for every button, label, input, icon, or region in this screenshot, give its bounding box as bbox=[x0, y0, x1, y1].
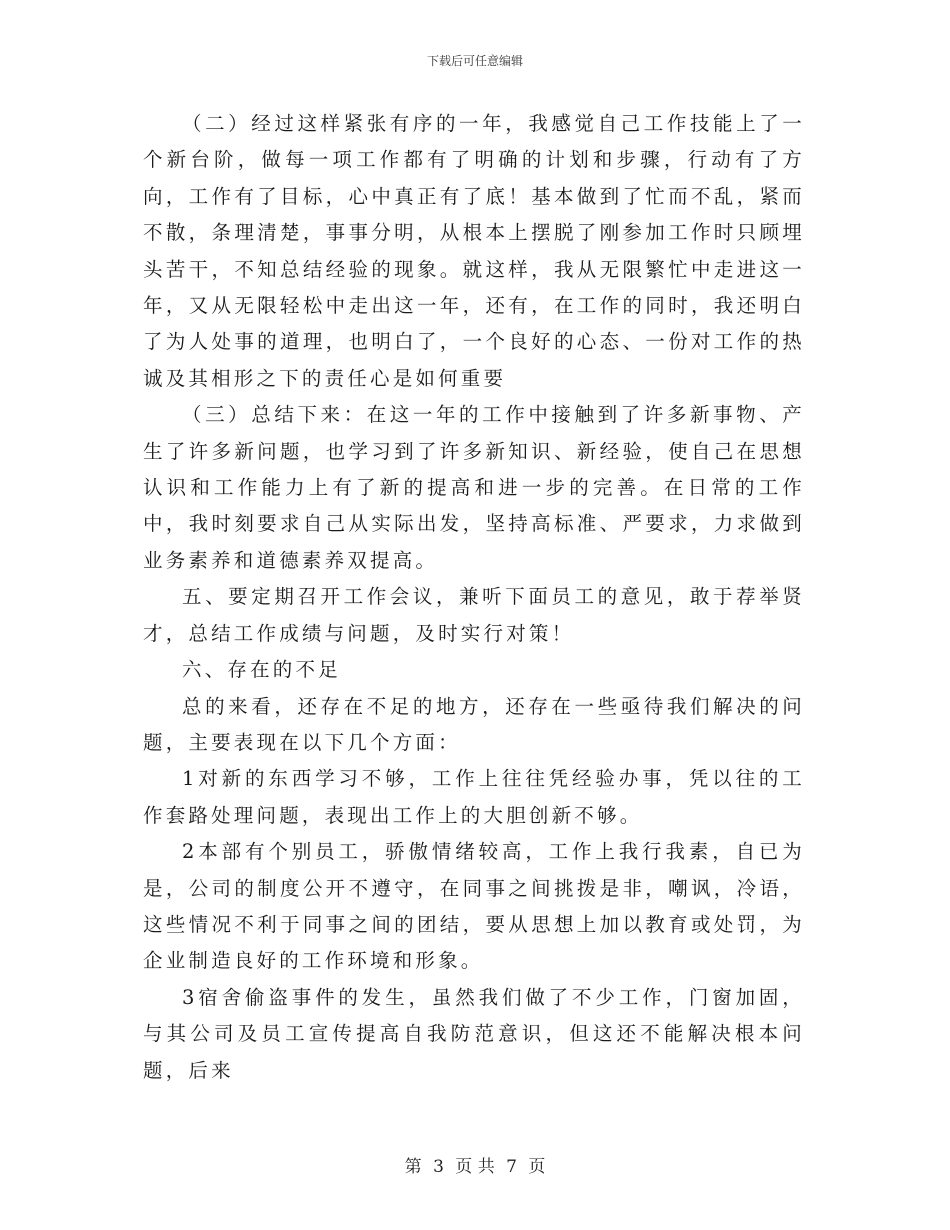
paragraph-section-3: （三）总结下来：在这一年的工作中接触到了许多新事物、产生了许多新问题，也学习到了许多新知识、新经验，使自己在思想认识和工作能力上有了新的提高和进一步的完善。在日常的工作中，我时刻要求自己从实际出发，坚持高标准、严要求，力求做到业务素养和道德素养双提高。 bbox=[143, 403, 805, 572]
paragraph-point-2: 2本部有个别员工，骄傲情绪较高，工作上我行我素，自已为是，公司的制度公开不遵守，在同事之间挑拨是非，嘲讽，冷语，这些情况不利于同事之间的团结，要从思想上加以教育或处罚，为企业制造良好的工作环境和形象。 bbox=[143, 840, 805, 973]
footer-current-page: 3 bbox=[433, 1157, 444, 1177]
paragraph-point-3: 3宿舍偷盗事件的发生，虽然我们做了不少工作，门窗加固，与其公司及员工宣传提高自我防范意识，但这还不能解决根本问题，后来 bbox=[143, 985, 805, 1082]
section-heading-shortcomings: 六、存在的不足 bbox=[182, 658, 341, 682]
page-number-footer bbox=[0, 1152, 950, 1177]
paragraph-point-1: 1对新的东西学习不够，工作上往往凭经验办事，凭以往的工作套路处理问题，表现出工作上的大胆创新不够。 bbox=[143, 767, 805, 827]
footer-suffix: 页 bbox=[528, 1157, 546, 1177]
paragraph-overview: 总的来看，还存在不足的地方，还存在一些亟待我们解决的问题，主要表现在以下几个方面： bbox=[143, 694, 805, 754]
footer-middle: 页 共 bbox=[455, 1157, 495, 1177]
paragraph-section-2: （二）经过这样紧张有序的一年，我感觉自己工作技能上了一个新台阶，做每一项工作都有了明确的计划和步骤，行动有了方向，工作有了目标，心中真正有了底！基本做到了忙而不乱，紧而不散，条理清楚，事事分明，从根本上摆脱了刚参加工作时只顾埋头苦干，不知总结经验的现象。就这样，我从无限繁忙中走进这一年，又从无限轻松中走出这一年，还有，在工作的同时，我还明白了为人处事的道理，也明白了，一个良好的心态、一份对工作的热诚及其相形之下的责任心是如何重要 bbox=[143, 112, 805, 390]
document-body bbox=[143, 106, 805, 1089]
page-header-note: 下载后可任意编辑 bbox=[426, 54, 523, 68]
paragraph-item-5: 五、要定期召开工作会议，兼听下面员工的意见，敢于荐举贤才，总结工作成绩与问题，及时实行对策！ bbox=[143, 585, 805, 645]
footer-prefix: 第 bbox=[404, 1157, 422, 1177]
footer-total-pages: 7 bbox=[506, 1157, 517, 1177]
